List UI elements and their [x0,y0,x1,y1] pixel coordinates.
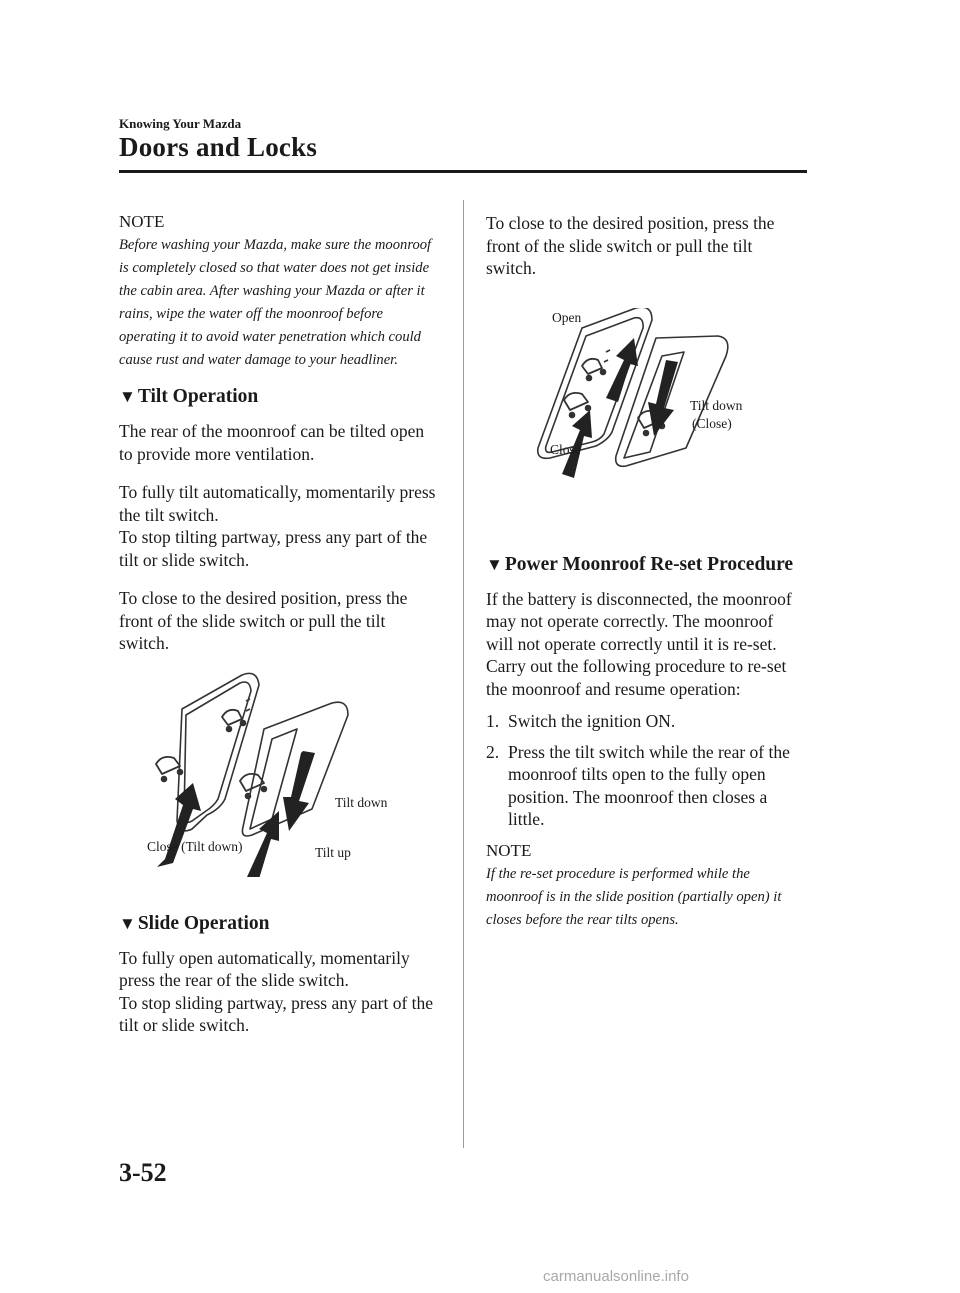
label-tilt-up: Tilt up [315,844,351,860]
reset-paragraph: If the battery is disconnected, the moonroof may not operate correctly. The moonroof will not operate correctly until it is re-set. Carry out the following procedure to re-set the moonroof and resume operation: [486,588,792,699]
tilt-switch-figure [119,671,437,877]
tilt-paragraph-1: The rear of the moonroof can be tilted open to provide more ventilation. [119,421,425,464]
note-label: NOTE [486,840,532,860]
page-number: 3-52 [119,1158,167,1187]
tilt-paragraph-3: To close to the desired position, press the front of the slide switch or pull the tilt switch. [119,588,408,653]
label-open: Open [552,309,582,325]
reset-procedure-heading: ▼ Power Moonroof Re-set Procedure [486,553,794,575]
label-tilt-down: Tilt down [335,794,388,810]
right-column [486,212,804,932]
close-paragraph: To close to the desired position, press the front of the slide switch or pull the tilt switch. [486,213,775,278]
list-item: 1. Switch the ignition ON. [486,711,676,731]
triangle-down-icon: ▼ [119,913,136,933]
label-tilt-down: Tilt down [690,397,743,413]
tilt-operation-heading: ▼ Tilt Operation [119,386,259,407]
slide-paragraph-1: To fully open automatically, momentarily press the rear of the slide switch. To stop sliding partway, press any part of the tilt or slide switch. [119,947,434,1035]
tilt-paragraph-2: To fully tilt automatically, momentarily press the tilt switch. To stop tilting partway, press any part of the tilt or slide switch. [119,482,436,570]
slide-operation-heading: ▼ Slide Operation [119,912,270,934]
watermark[interactable]: carmanualsonline.info [543,1268,689,1285]
triangle-down-icon: ▼ [486,554,503,574]
page-title: Doors and Locks [119,132,318,162]
slide-switch-figure [486,308,804,508]
triangle-down-icon: ▼ [119,387,136,406]
label-close-tilt-down: Close (Tilt down) [147,838,243,854]
column-divider [463,200,464,1148]
label-close: Close [550,441,581,457]
header-section: Knowing Your Mazda [119,116,242,131]
label-close-paren: (Close) [692,415,732,431]
left-column [119,212,437,1053]
note-label: NOTE [119,212,165,231]
note-text: Before washing your Mazda, make sure the moonroof is completely closed so that water does not get inside the cabin area. After washing your Mazda or after it rains, wipe the water off the moonroof before operating it to avoid water penetration which could cause rust and water damage to your headliner. [119,237,432,368]
header-rule [119,170,807,173]
note-text: If the re-set procedure is performed while the moonroof is in the slide position (partially open) it closes before the rear tilts opens. [486,865,782,928]
list-item: 2. Press the tilt switch while the rear of the moonroof tilts open to the fully open position. The moonroof then closes a little. [486,741,790,829]
slide-switch-illustration [486,308,804,508]
